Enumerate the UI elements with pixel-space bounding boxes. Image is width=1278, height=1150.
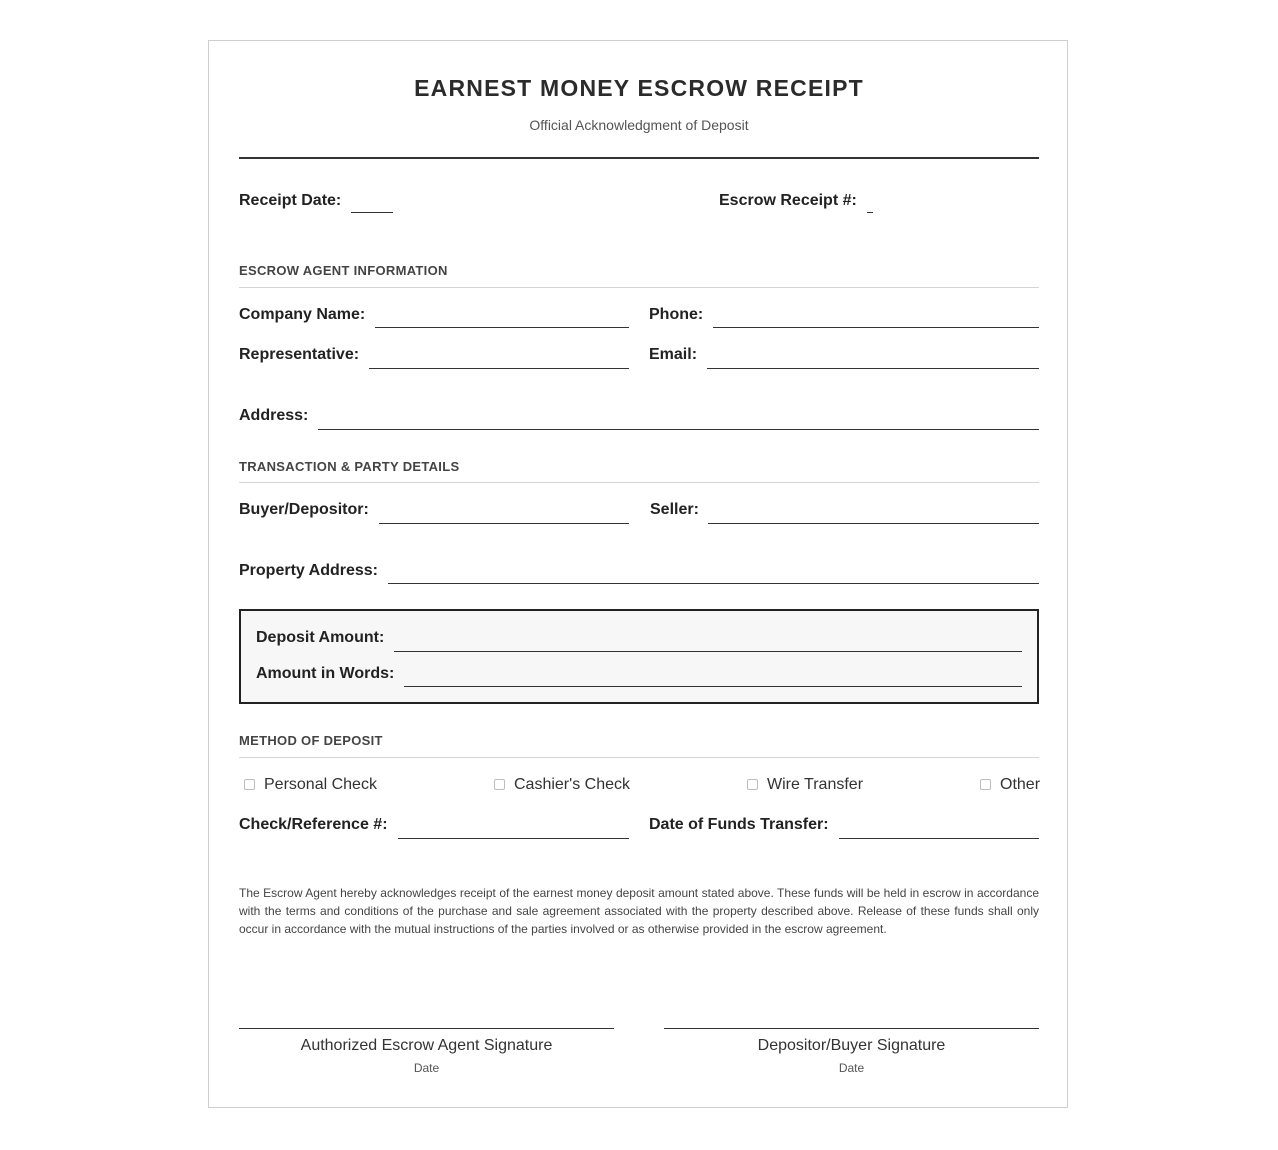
receipt-date-field[interactable]	[351, 212, 393, 213]
property-address-label: Property Address:	[239, 562, 378, 579]
company-name-label: Company Name:	[239, 306, 366, 323]
header-divider	[239, 157, 1039, 159]
date-of-funds-transfer-label: Date of Funds Transfer:	[649, 816, 829, 833]
document-title: EARNEST MONEY ESCROW RECEIPT	[414, 75, 864, 101]
escrow-agent-date-label: Date	[413, 1061, 440, 1075]
other-checkbox[interactable]	[980, 779, 991, 790]
seller-field[interactable]	[708, 523, 1039, 524]
address-field[interactable]	[318, 429, 1039, 430]
deposit-amount-field[interactable]	[394, 651, 1022, 652]
document-subtitle: Official Acknowledgment of Deposit	[529, 117, 749, 133]
section-divider	[239, 482, 1039, 483]
company-name-field[interactable]	[375, 327, 629, 328]
cashiers-check-checkbox[interactable]	[494, 779, 505, 790]
section-title-escrow-agent: ESCROW AGENT INFORMATION	[239, 263, 448, 278]
depositor-date-label: Date	[838, 1061, 865, 1075]
depositor-signature-line[interactable]	[664, 1028, 1039, 1029]
receipt-document	[208, 40, 1068, 1108]
cashiers-check-option-label: Cashier's Check	[514, 776, 630, 793]
phone-field[interactable]	[713, 327, 1039, 328]
escrow-agent-signature-line[interactable]	[239, 1028, 614, 1029]
section-divider	[239, 287, 1039, 288]
escrow-receipt-number-field[interactable]	[867, 212, 873, 213]
personal-check-option-label: Personal Check	[264, 776, 377, 793]
representative-field[interactable]	[369, 368, 629, 369]
address-label: Address:	[239, 407, 309, 424]
section-title-method: METHOD OF DEPOSIT	[239, 733, 383, 748]
amount-in-words-field[interactable]	[404, 686, 1022, 687]
deposit-amount-box	[239, 609, 1039, 704]
property-address-field[interactable]	[388, 583, 1039, 584]
buyer-depositor-label: Buyer/Depositor:	[239, 501, 369, 518]
check-reference-label: Check/Reference #:	[239, 816, 388, 833]
email-field[interactable]	[707, 368, 1039, 369]
personal-check-checkbox[interactable]	[244, 779, 255, 790]
receipt-date-label: Receipt Date:	[239, 192, 342, 209]
section-divider	[239, 757, 1039, 758]
email-label: Email:	[649, 346, 698, 363]
acknowledgment-text: The Escrow Agent hereby acknowledges receipt of the earnest money deposit amount stated above. These funds will be held in escrow in accordance with the terms and conditions of the purchase and sale agreement associated with the property described above. Release of these funds shall only occur in accordance with the mutual instructions of the parties involved or as otherwise provided in the escrow agreement.	[239, 886, 1039, 936]
deposit-amount-label: Deposit Amount:	[256, 629, 385, 646]
wire-transfer-checkbox[interactable]	[747, 779, 758, 790]
wire-transfer-option-label: Wire Transfer	[767, 776, 864, 793]
other-option-label: Other	[1000, 776, 1041, 793]
date-of-funds-transfer-field[interactable]	[839, 838, 1039, 839]
amount-in-words-label: Amount in Words:	[256, 665, 395, 682]
seller-label: Seller:	[650, 501, 699, 518]
buyer-depositor-field[interactable]	[379, 523, 629, 524]
escrow-agent-signature-label: Authorized Escrow Agent Signature	[300, 1037, 553, 1054]
escrow-receipt-number-label: Escrow Receipt #:	[719, 192, 857, 209]
check-reference-field[interactable]	[398, 838, 629, 839]
depositor-signature-label: Depositor/Buyer Signature	[757, 1037, 946, 1054]
section-title-transaction: TRANSACTION & PARTY DETAILS	[239, 459, 460, 474]
phone-label: Phone:	[649, 306, 704, 323]
representative-label: Representative:	[239, 346, 360, 363]
